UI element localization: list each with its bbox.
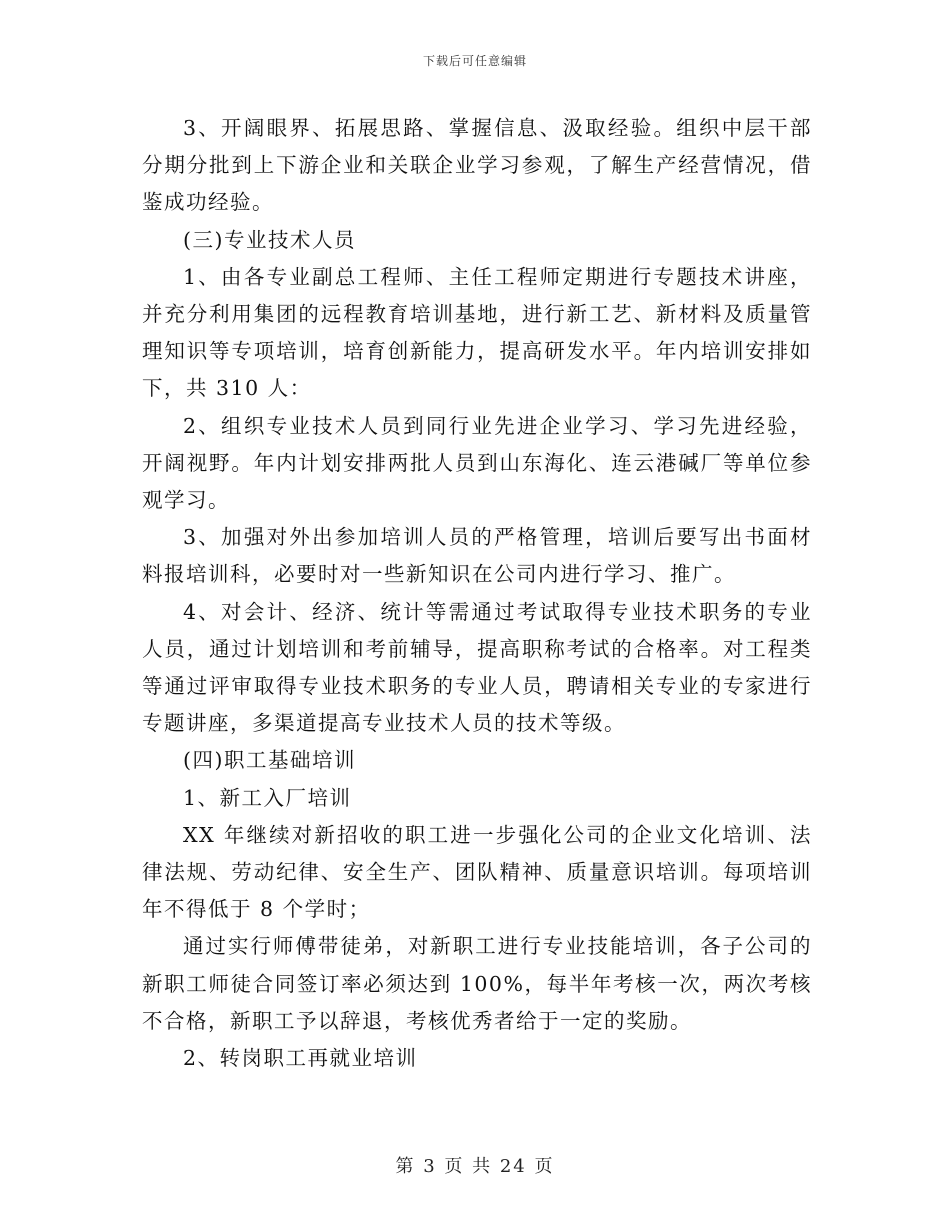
paragraph-4: 3、加强对外出参加培训人员的严格管理，培训后要写出书面材料报培训科，必要时对一些新知识在公司内进行学习、推广。	[142, 525, 812, 587]
section-heading-4: (四)职工基础培训	[183, 748, 356, 773]
paragraph-1: 3、开阔眼界、拓展思路、掌握信息、汲取经验。组织中层干部分期分批到上下游企业和关联企业学习参观，了解生产经营情况，借鉴成功经验。	[142, 116, 812, 215]
subsection-heading-2: 2、转岗职工再就业培训	[183, 1046, 418, 1071]
section-heading-3: (三)专业技术人员	[183, 227, 356, 252]
page-footer: 第 3 页 共 24 页	[395, 1156, 555, 1177]
paragraph-7: 通过实行师傅带徒弟，对新职工进行专业技能培训，各子公司的新职工师徒合同签订率必须达到 100%，每半年考核一次，两次考核不合格，新职工予以辞退，考核优秀者给于一定的奖励。	[142, 934, 812, 1033]
page-header: 下载后可任意编辑	[422, 54, 527, 68]
paragraph-5: 4、对会计、经济、统计等需通过考试取得专业技术职务的专业人员，通过计划培训和考前辅导，提高职称考试的合格率。对工程类等通过评审取得专业技术职务的专业人员，聘请相关专业的专家进行专题讲座，多渠道提高专业技术人员的技术等级。	[142, 599, 812, 736]
document-body	[142, 110, 812, 1077]
subsection-heading-1: 1、新工入厂培训	[183, 785, 352, 810]
paragraph-3: 2、组织专业技术人员到同行业先进企业学习、学习先进经验，开阔视野。年内计划安排两批人员到山东海化、连云港碱厂等单位参观学习。	[142, 413, 812, 513]
paragraph-2: 1、由各专业副总工程师、主任工程师定期进行专题技术讲座，并充分利用集团的远程教育培训基地，进行新工艺、新材料及质量管理知识等专项培训，培育创新能力，提高研发水平。年内培训安排如下，共 310 人：	[142, 264, 812, 401]
paragraph-6: XX 年继续对新招收的职工进一步强化公司的企业文化培训、法律法规、劳动纪律、安全生产、团队精神、质量意识培训。每项培训年不得低于 8 个学时；	[142, 822, 812, 922]
